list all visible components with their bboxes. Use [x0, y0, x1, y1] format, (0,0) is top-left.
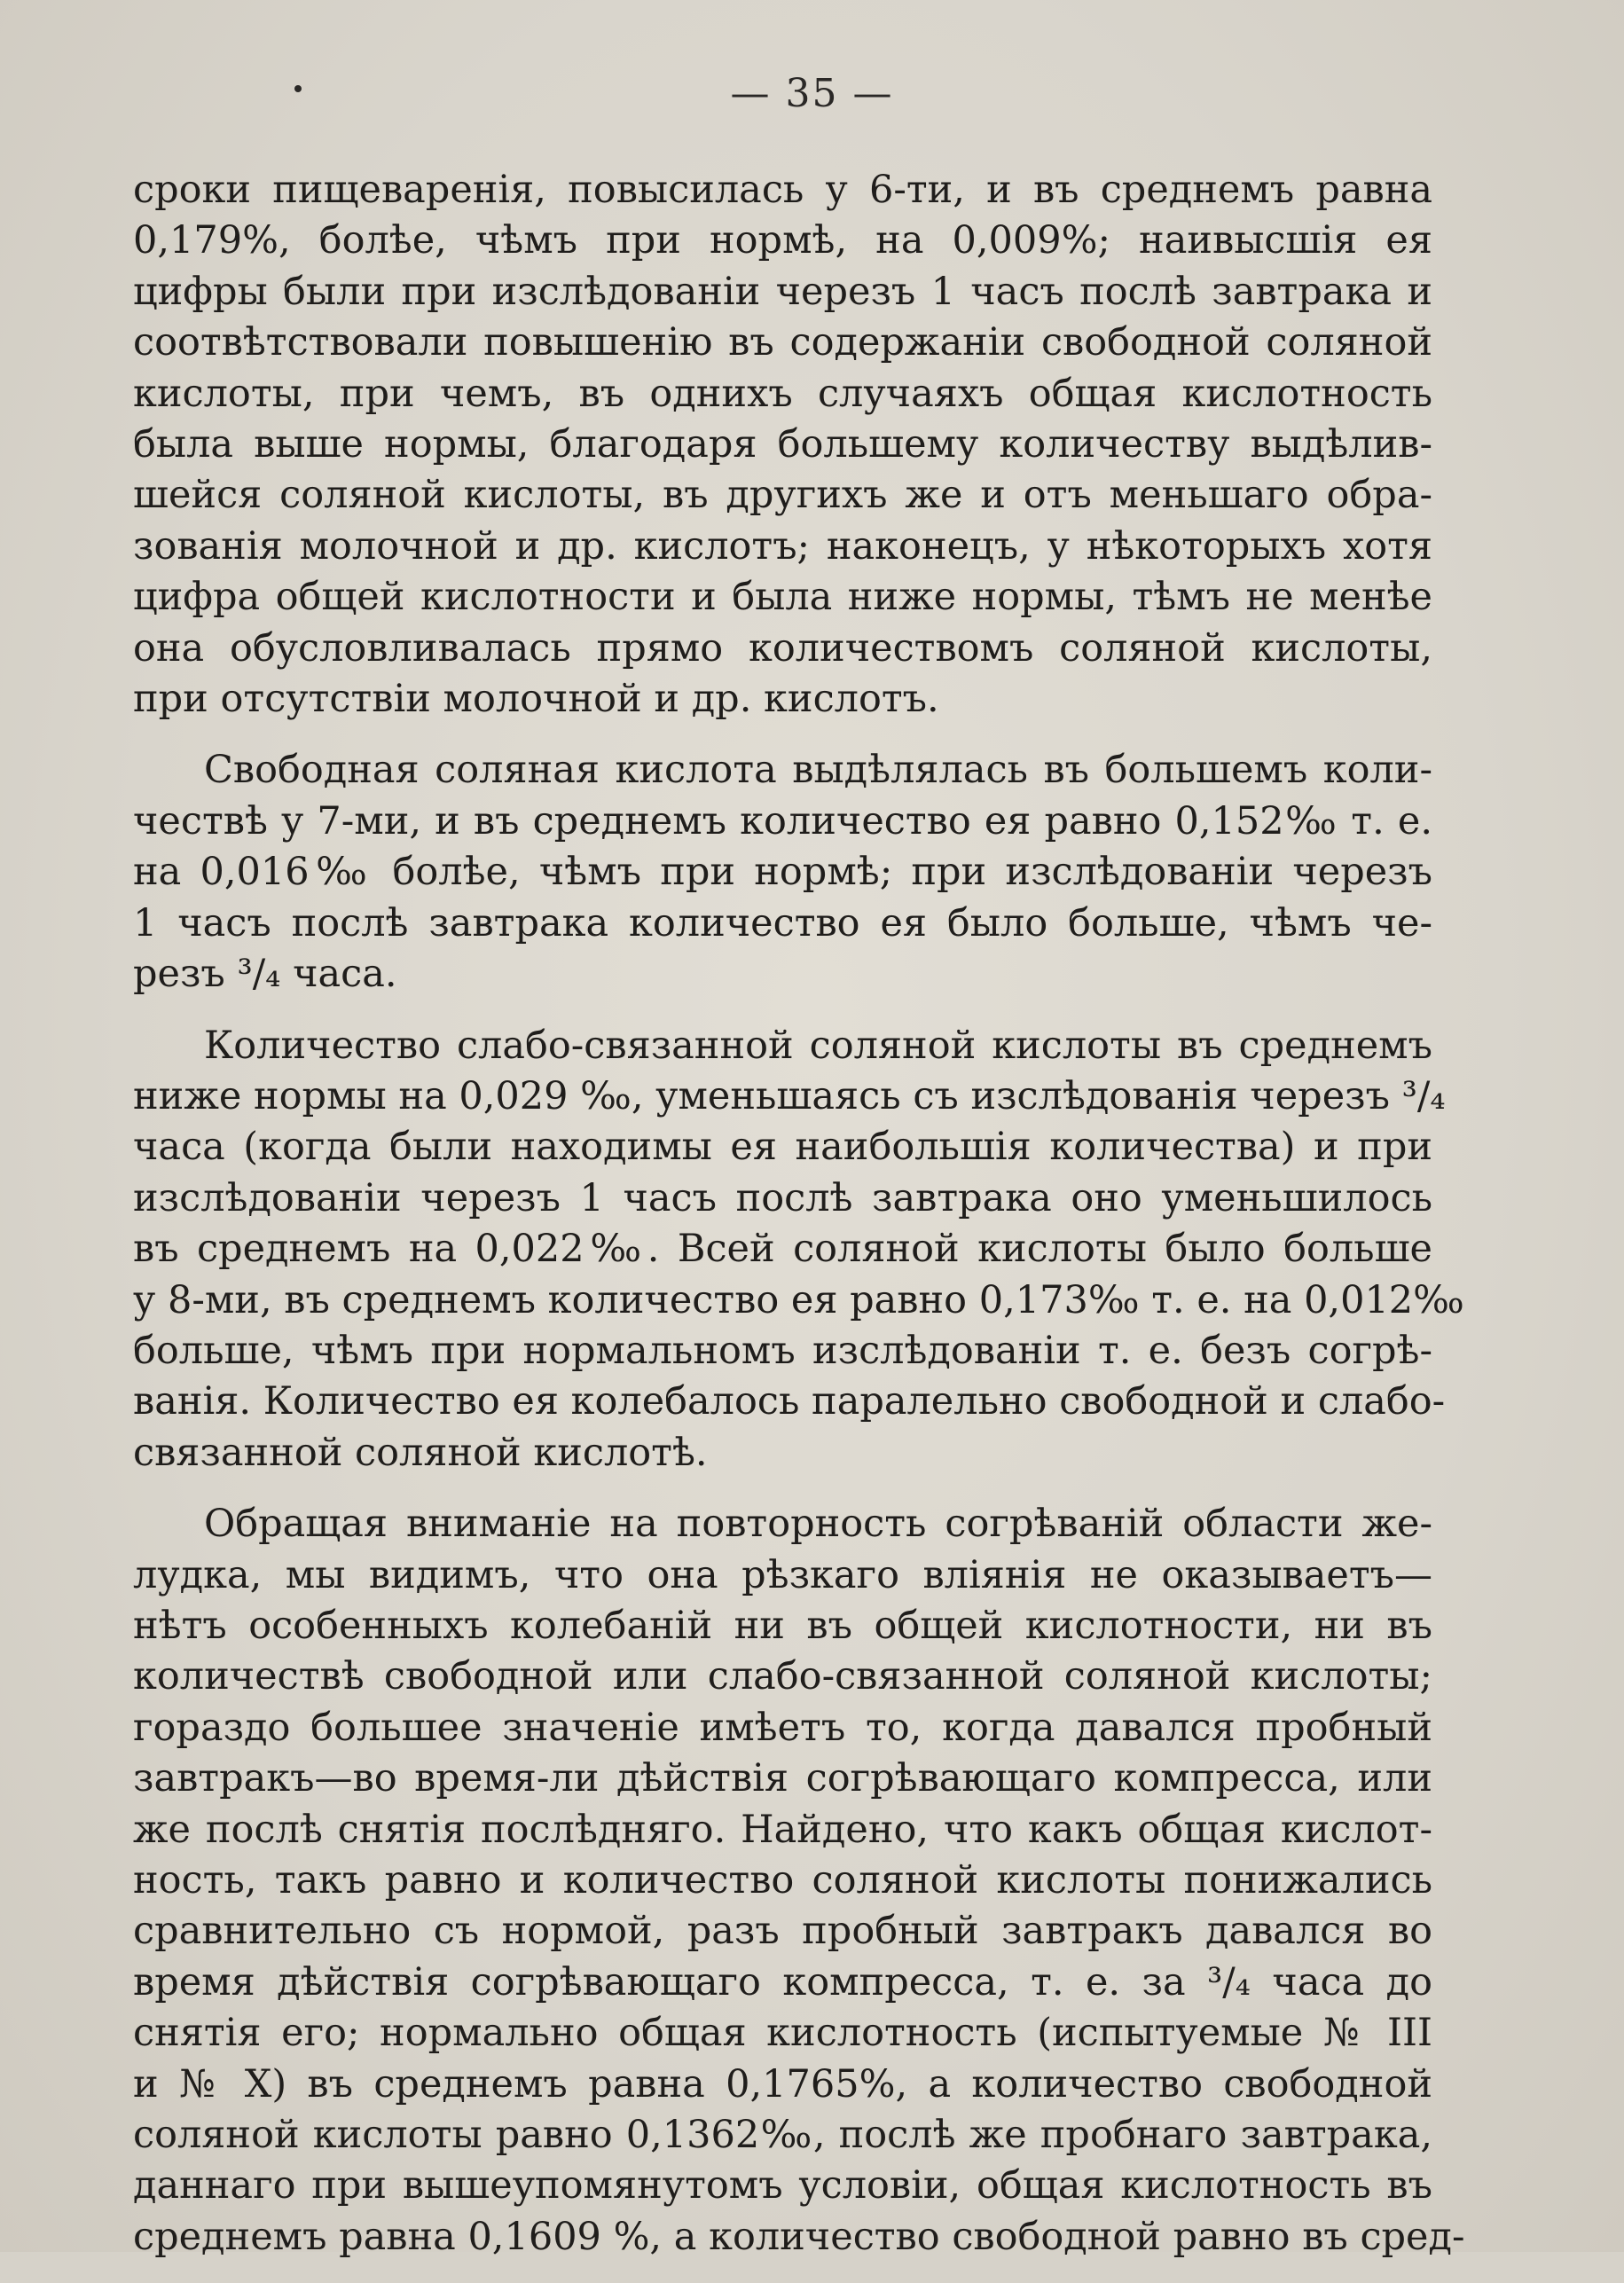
text-line: гораздо большее значеніе имѣетъ то, когда давался пробный [133, 1705, 1432, 1750]
body-text [133, 165, 1465, 2283]
text-line: въ среднемъ на 0,022‰. Всей соляной кислоты было больше [133, 1227, 1432, 1272]
text-line: ниже нормы на 0,029 ‰, уменьшаясь съ изслѣдованія черезъ ³/₄ [133, 1073, 1446, 1118]
paragraph-2 [133, 745, 1432, 1000]
text-line: Обращая вниманіе на повторность согрѣваній области же- [204, 1502, 1432, 1547]
text-line: сравнительно съ нормой, разъ пробный завтракъ давался во [133, 1909, 1432, 1954]
text-line: завтракъ—во время-ли дѣйствія согрѣвающаго компресса, или [133, 1756, 1432, 1801]
text-line: Количество слабо-связанной соляной кислоты въ среднемъ [204, 1023, 1432, 1068]
text-line: время дѣйствія согрѣвающаго компресса, т. е. за ³/₄ часа до [133, 1959, 1432, 2004]
text-line: кислоты, при чемъ, въ однихъ случаяхъ общая кислотность [133, 371, 1432, 416]
text-line: связанной соляной кислотѣ. [133, 1430, 708, 1475]
text-line: ность, такъ равно и количество соляной кислоты понижались [133, 1858, 1432, 1902]
text-line: среднемъ равна 0,1609 %, а количество свободной равно въ сред- [133, 2214, 1465, 2259]
paragraph-3 [133, 1021, 1464, 1479]
text-line: соляной кислоты равно 0,1362‰, послѣ же пробнаго завтрака, [133, 2113, 1432, 2158]
text-line: на 0,016‰ болѣе, чѣмъ при нормѣ; при изслѣдованіи черезъ [133, 850, 1432, 895]
text-line: цифра общей кислотности и была ниже нормы, тѣмъ не менѣе [133, 575, 1432, 620]
text-line: при отсутствіи молочной и др. кислотъ. [133, 677, 939, 722]
text-line: больше, чѣмъ при нормальномъ изслѣдованіи т. е. безъ согрѣ- [133, 1328, 1432, 1373]
text-line: и № X) въ среднемъ равна 0,1765%, а количество свободной [133, 2061, 1432, 2106]
text-line: ванія. Количество ея колебалось паралельно свободной и слабо- [133, 1379, 1446, 1424]
text-line: шейся соляной кислоты, въ другихъ же и отъ меньшаго обра- [133, 473, 1432, 518]
text-line: чествѣ у 7-ми, и въ среднемъ количество ея равно 0,152‰ т. е. [133, 798, 1432, 843]
text-line: резъ ³/₄ часа. [133, 952, 397, 997]
text-line: нѣтъ особенныхъ колебаній ни въ общей кислотности, ни въ [133, 1603, 1432, 1648]
text-line: была выше нормы, благодаря большему количеству выдѣлив- [133, 422, 1432, 467]
text-line: лудка, мы видимъ, что она рѣзкаго вліянія не оказываетъ— [133, 1552, 1432, 1597]
page-number: — 35 — [730, 71, 894, 116]
text-line: Свободная соляная кислота выдѣлялась въ большемъ коли- [204, 748, 1432, 793]
paragraph-1 [133, 165, 1432, 725]
text-line: количествѣ свободной или слабо-связанной соляной кислоты; [133, 1654, 1432, 1699]
text-line: 0,179%, болѣе, чѣмъ при нормѣ, на 0,009%; наивысшія ея [133, 218, 1432, 263]
text-line: она обусловливалась прямо количествомъ соляной кислоты, [133, 625, 1432, 671]
text-line: у 8-ми, въ среднемъ количество ея равно 0,173‰ т. е. на 0,012‰ [133, 1277, 1464, 1322]
text-line: 1 часъ послѣ завтрака количество ея было больше, чѣмъ че- [133, 900, 1432, 945]
paragraph-4 [133, 1499, 1465, 2263]
text-line: снятія его; нормально общая кислотность (испытуемые № III [133, 2011, 1432, 2056]
text-line: часа (когда были находимы ея наибольшія количества) и при [133, 1125, 1432, 1170]
text-line: зованія молочной и др. кислотъ; наконецъ, у нѣкоторыхъ хотя [133, 523, 1432, 569]
text-line: же послѣ снятія послѣдняго. Найдено, что какъ общая кислот- [133, 1807, 1432, 1852]
text-line: изслѣдованіи черезъ 1 часъ послѣ завтрака оно уменьшилось [133, 1175, 1432, 1220]
text-line: соотвѣтствовали повышенію въ содержаніи свободной соляной [133, 320, 1432, 365]
text-line: сроки пищеваренія, повысилась у 6-ти, и въ среднемъ равна [133, 168, 1432, 212]
text-line: цифры были при изслѣдованіи черезъ 1 часъ послѣ завтрака и [133, 269, 1432, 314]
text-line: даннаго при вышеупомянутомъ условіи, общая кислотность въ [133, 2163, 1432, 2208]
